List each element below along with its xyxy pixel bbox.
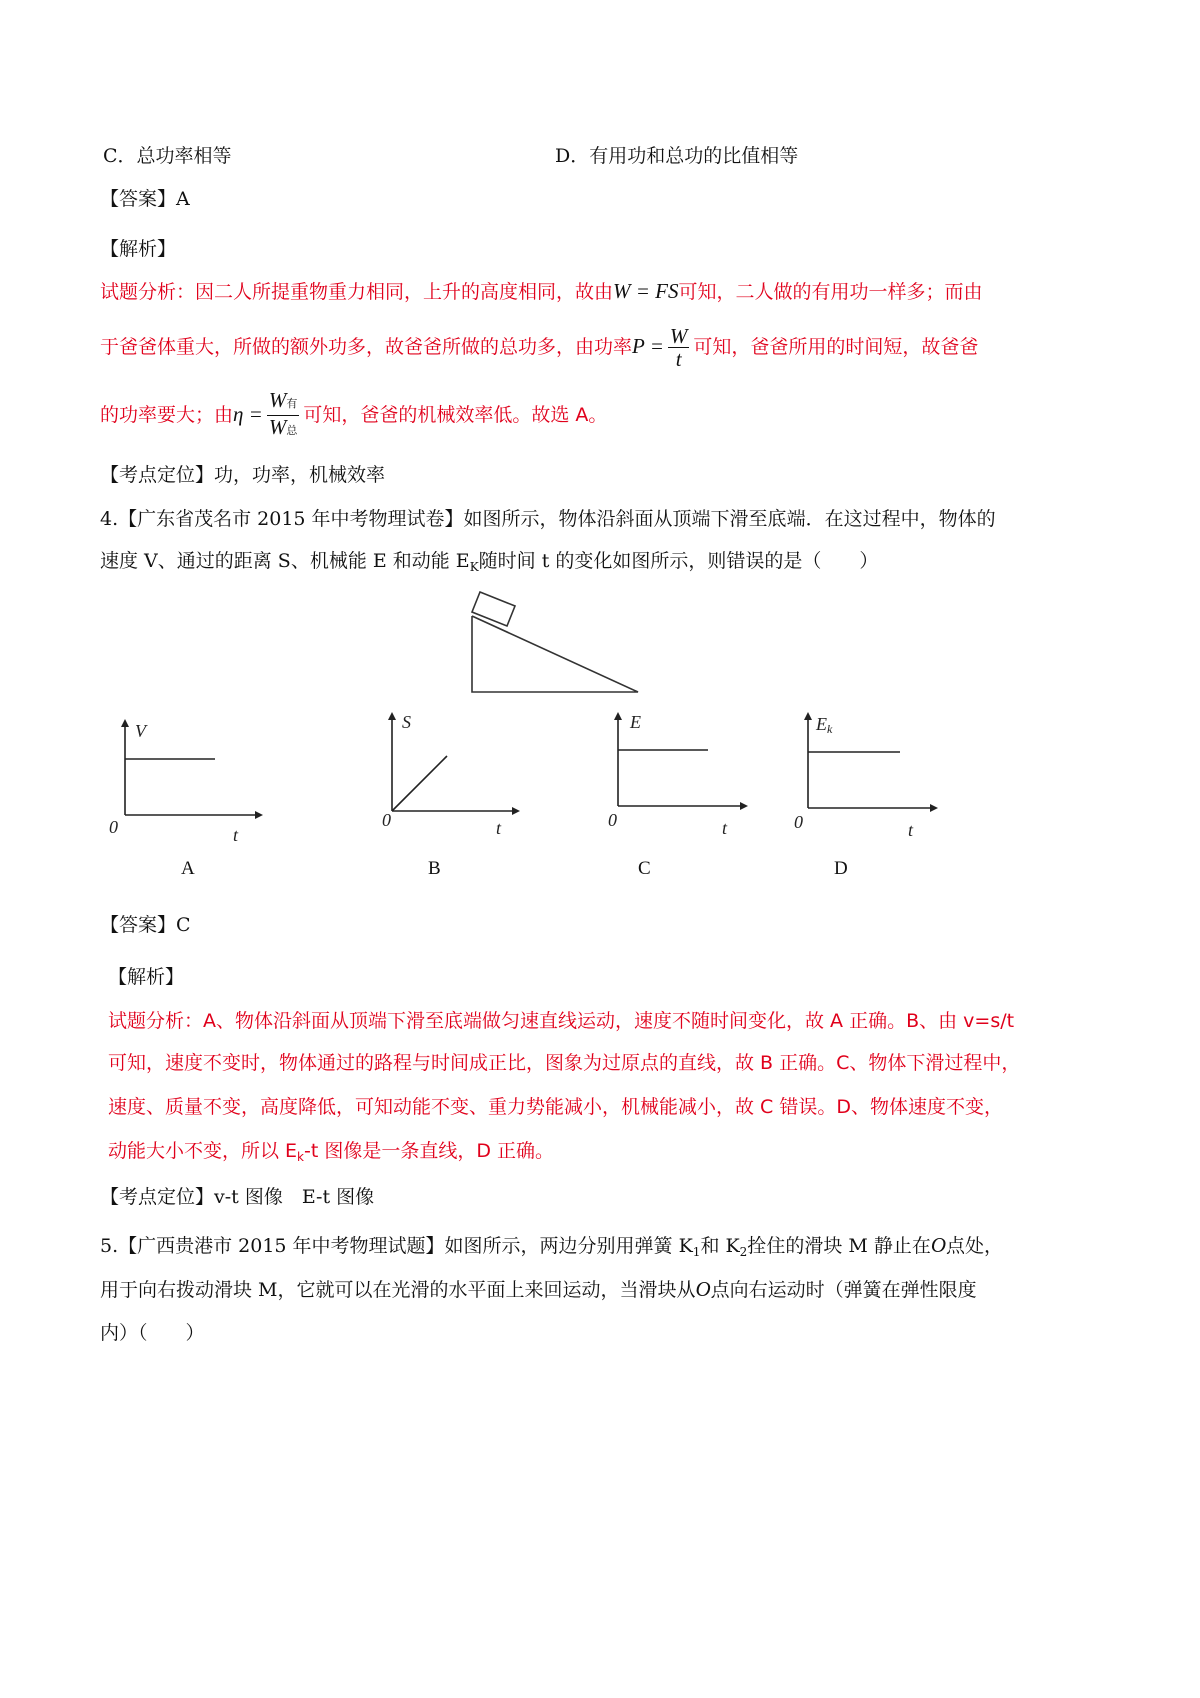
q4-analysis-sub-k: k xyxy=(297,1150,304,1164)
q4-answer: 【答案】C xyxy=(100,914,191,936)
graph-b-origin: 0 xyxy=(382,810,391,830)
q3-line3-text-a: 的功率要大；由 xyxy=(100,404,234,426)
graph-a-caption: A xyxy=(181,858,195,879)
graph-a-xlabel: t xyxy=(233,825,239,845)
q3-line2-text-b: 可知，爸爸所用的时间短，故爸爸 xyxy=(693,336,979,358)
q4-analysis-line-3: 速度、质量不变，高度降低，可知动能不变、重力势能减小，机械能减小，故 C 错误。D、物体速度不变， xyxy=(108,1096,1003,1118)
q5-point-o: O xyxy=(930,1233,947,1257)
graph-b-caption: B xyxy=(428,858,441,879)
graph-b-distance xyxy=(372,708,532,843)
option-c: C．总功率相等 xyxy=(103,145,232,167)
q4-knowledge-point: 【考点定位】v-t 图像 E-t 图像 xyxy=(100,1186,375,1208)
q4-stem-line-1: 4.【广东省茂名市 2015 年中考物理试卷】如图所示，物体沿斜面从顶端下滑至底端．在这过程中，物体的 xyxy=(100,508,996,530)
graph-b-xlabel: t xyxy=(496,818,502,838)
q3-analysis-line-1 xyxy=(100,278,983,305)
q5-stem-line-2: 用于向右拨动滑块 M，它就可以在光滑的水平面上来回运动，当滑块从O点向右运动时（弹簧在弹性限度 xyxy=(100,1277,977,1301)
formula-w-fs: W = FS xyxy=(613,279,679,303)
q3-analysis-title: 【解析】 xyxy=(100,238,177,260)
graph-c-caption: C xyxy=(638,858,651,879)
formula-p-lhs: P = xyxy=(632,334,664,358)
q4-analysis-line-4: 动能大小不变，所以 $E_k-t$ 图像是一条直线，D 正确。 xyxy=(108,1140,555,1164)
formula-w-over-t xyxy=(668,325,690,370)
q3-line2-text-a: 于爸爸体重大，所做的额外功多，故爸爸所做的总功多，由功率 xyxy=(100,336,633,358)
formula-eta-lhs: η = xyxy=(233,402,263,426)
q3-answer: 【答案】A xyxy=(100,188,190,210)
q4-stem-line-2: 速度 V、通过的距离 S、机械能 E 和动能 $E_K$随时间 t 的变化如图所示，则错误的是（ ） xyxy=(100,550,879,574)
graph-d-xlabel: t xyxy=(908,820,914,840)
graph-d-caption: D xyxy=(834,858,848,879)
q3-line3-text-b: 可知，爸爸的机械效率低。故选 A。 xyxy=(303,404,608,426)
frac-numerator: W有 xyxy=(267,389,300,416)
graph-d-origin: 0 xyxy=(794,812,803,832)
q5-sub-1: 1 xyxy=(692,1245,701,1259)
q3-analysis-line-2 xyxy=(100,318,978,374)
frac-denominator: W总 xyxy=(268,415,298,439)
q5-sub-2: 2 xyxy=(739,1245,748,1259)
graph-c-xlabel: t xyxy=(722,818,728,838)
graph-c-mechanical-energy xyxy=(600,708,760,843)
graph-a-ylabel: V xyxy=(135,721,146,741)
q5-stem-line-3: 内）（ ） xyxy=(100,1322,205,1344)
sliding-block xyxy=(472,592,515,626)
graph-d-ylabel: Ek xyxy=(816,714,833,736)
graph-c-ylabel: E xyxy=(630,712,641,732)
q3-analysis-line-3 xyxy=(100,384,607,444)
graph-c-origin: 0 xyxy=(608,810,617,830)
frac-denominator: t xyxy=(675,347,682,371)
q3-line1-text-a: 试题分析：因二人所提重物重力相同，上升的高度相同，故由 xyxy=(100,281,614,303)
graph-d-kinetic-energy xyxy=(790,708,950,843)
graph-a-velocity xyxy=(105,715,265,850)
graph-b-ylabel: S xyxy=(402,712,411,732)
q4-sub-k: K xyxy=(469,560,479,574)
graph-b-line xyxy=(392,756,447,811)
graph-a-origin: 0 xyxy=(109,817,118,837)
option-d: D．有用功和总功的比值相等 xyxy=(555,145,799,167)
q4-analysis-title: 【解析】 xyxy=(108,966,185,988)
frac-numerator: W xyxy=(669,324,688,348)
q4-analysis-line-1: 试题分析：A、物体沿斜面从顶端下滑至底端做匀速直线运动，速度不随时间变化，故 A 正确。B、由 v=s/t xyxy=(108,1010,1015,1032)
incline-triangle xyxy=(472,616,638,692)
q4-analysis-line-2: 可知，速度不变时，物体通过的路程与时间成正比，图象为过原点的直线，故 B 正确。C、物体下滑过程中， xyxy=(108,1052,1021,1074)
formula-efficiency xyxy=(267,389,300,442)
incline-diagram xyxy=(460,588,660,700)
q5-point-o-2: O xyxy=(695,1277,711,1301)
q5-stem-line-1: 5.【广西贵港市 2015 年中考物理试题】如图所示，两边分别用弹簧 $K_1$和 $K_2$拴住的滑块 M 静止在O点处， xyxy=(100,1233,1004,1259)
q3-knowledge-point: 【考点定位】功，功率，机械效率 xyxy=(100,464,386,486)
q3-line1-text-b: 可知，二人做的有用功一样多；而由 xyxy=(678,281,983,303)
